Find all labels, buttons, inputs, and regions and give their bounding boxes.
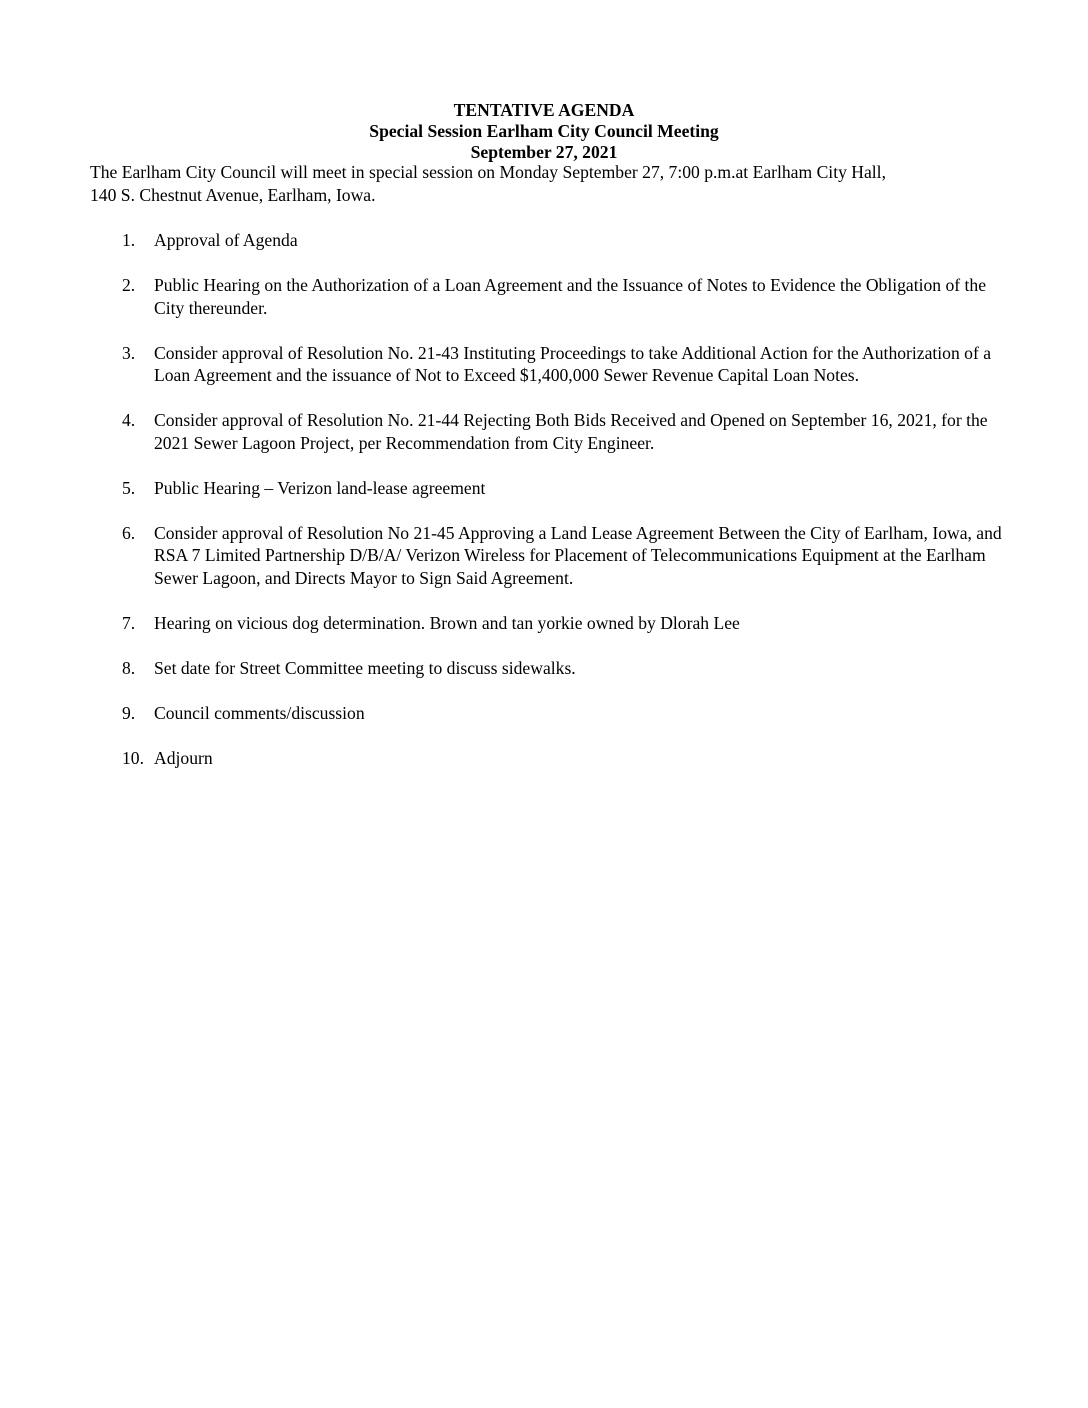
agenda-item-text: Consider approval of Resolution No 21-45 Approving a Land Lease Agreement Between the City of Earlham, Iowa, and RSA 7 Limited Partnership D/B/A/ Verizon Wireless for Placement of Telecommunications Equipment at the Earlham Sewer Lagoon, and Directs Mayor to Sign Said Agreement. xyxy=(154,522,1002,588)
agenda-item xyxy=(90,522,1010,590)
agenda-item-text: Public Hearing – Verizon land-lease agreement xyxy=(154,477,486,498)
agenda-item-number: 4. xyxy=(122,410,136,430)
agenda-item-text: Approval of Agenda xyxy=(154,230,298,250)
agenda-list xyxy=(90,229,1010,792)
agenda-item-number: 8. xyxy=(122,657,136,678)
agenda-item-text: Set date for Street Committee meeting to discuss sidewalks. xyxy=(154,657,576,678)
agenda-item-number: 3. xyxy=(122,342,136,363)
agenda-item-text: Public Hearing on the Authorization of a Loan Agreement and the Issuance of Notes to Evidence the Obligation of the City thereunder. xyxy=(154,275,987,318)
agenda-item xyxy=(90,342,1010,387)
agenda-item-text: Council comments/discussion xyxy=(154,702,365,723)
agenda-header xyxy=(0,100,1088,163)
agenda-item xyxy=(90,747,1010,770)
agenda-item-number: 6. xyxy=(122,522,136,543)
agenda-item-number: 5. xyxy=(122,477,136,498)
agenda-item xyxy=(90,702,1010,725)
meeting-name: Special Session Earlham City Council Meeting xyxy=(369,121,719,141)
agenda-item-number: 9. xyxy=(122,702,136,723)
agenda-item-text: Hearing on vicious dog determination. Brown and tan yorkie owned by Dlorah Lee xyxy=(154,612,740,633)
agenda-item xyxy=(90,229,1010,252)
agenda-item xyxy=(90,477,1010,500)
intro-paragraph xyxy=(90,161,1010,206)
agenda-item xyxy=(90,274,1010,319)
agenda-item-text: Consider approval of Resolution No. 21-44 Rejecting Both Bids Received and Opened on September 16, 2021, for the 2021 Sewer Lagoon Project, per Recommendation from City Engineer. xyxy=(154,410,988,453)
agenda-item-text: Adjourn xyxy=(154,747,213,768)
meeting-date: September 27, 2021 xyxy=(470,142,618,162)
agenda-item xyxy=(90,409,1010,454)
agenda-item-number: 10. xyxy=(122,747,144,768)
agenda-item-number: 7. xyxy=(122,612,136,633)
agenda-item-text: Consider approval of Resolution No. 21-43 Instituting Proceedings to take Additional Action for the Authorization of a Loan Agreement and the issuance of Not to Exceed $1,400,000 Sewer Revenue Capital Loan Notes. xyxy=(154,342,992,385)
agenda-item xyxy=(90,612,1010,635)
agenda-item-number: 2. xyxy=(122,275,136,295)
agenda-item-number: 1. xyxy=(122,230,136,250)
intro-line-1: The Earlham City Council will meet in special session on Monday September 27, 7:00 p.m.at Earlham City Hall, xyxy=(90,162,886,182)
document-title: TENTATIVE AGENDA xyxy=(453,100,635,120)
intro-line-2: 140 S. Chestnut Avenue, Earlham, Iowa. xyxy=(90,184,376,205)
agenda-item xyxy=(90,657,1010,680)
